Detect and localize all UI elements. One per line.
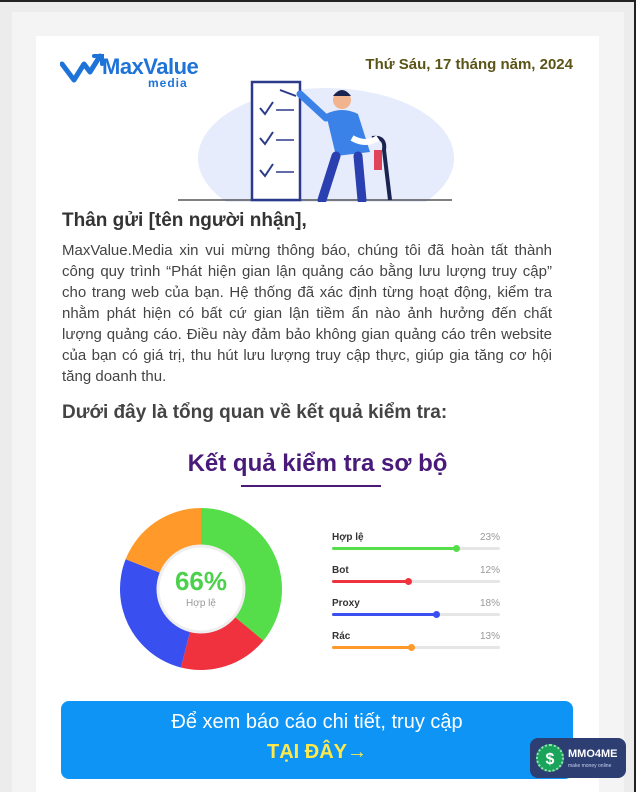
result-bar-label: Rác — [332, 631, 351, 642]
intro-paragraph: MaxValue.Media xin vui mừng thông báo, chúng tôi đã hoàn tất thành công quy trình “Phát hiện gian lận quảng cáo bằng lưu lượng truy cập” cho trang web của bạn. Hệ thống đã xác định từng hoạt động, kiểm tra nhằm phát hiện có bất cứ gian lận tiềm ẩn nào ảnh hưởng đến chất lượng quảng cáo. Điều này đảm bảo không gian quảng cáo trên website của bạn có giá trị, thu hút lưu lượng truy cập thực, giúp gia tăng cơ hội tăng doanh thu. — [62, 242, 552, 385]
overview-heading: Dưới đây là tổng quan về kết quả kiểm tra: — [62, 402, 448, 423]
result-bar-label: Hợp lệ — [332, 532, 364, 543]
result-bar-fill — [332, 613, 436, 616]
results-bar-list — [332, 530, 500, 662]
result-bar-fill — [332, 580, 408, 583]
donut-value: 66% — [174, 566, 228, 596]
result-bar-percent: 18% — [479, 598, 500, 609]
result-bar-knob — [453, 545, 460, 552]
result-bar-row — [332, 530, 500, 563]
cta-text: Để xem báo cáo chi tiết, truy cập — [171, 711, 463, 733]
result-bar-label: Bot — [332, 565, 349, 576]
result-bar-fill — [332, 547, 456, 550]
badge-subtext: make money online — [568, 763, 612, 769]
results-title-underline — [241, 485, 381, 487]
result-bar-row — [332, 629, 500, 662]
result-bar-track — [332, 613, 500, 616]
result-bar-knob — [433, 611, 440, 618]
greeting: Thân gửi [tên người nhận], — [62, 210, 307, 231]
cta-link[interactable]: TẠI ĐÂY→ — [267, 741, 367, 763]
email-date: Thứ Sáu, 17 tháng năm, 2024 — [365, 56, 573, 73]
result-bar-percent: 13% — [479, 631, 500, 642]
mmo4me-badge[interactable] — [530, 738, 626, 778]
result-bar-row — [332, 596, 500, 629]
email-card — [36, 36, 599, 792]
result-bar-track — [332, 547, 500, 550]
results-title: Kết quả kiểm tra sơ bộ — [187, 450, 448, 477]
dollar-coin-icon: $ — [536, 744, 564, 772]
logo-text: MaxValue — [102, 54, 199, 79]
checklist-illustration — [176, 78, 466, 202]
badge-text: MMO4ME — [568, 748, 618, 760]
donut-label: Hợp lệ — [186, 598, 216, 609]
report-cta-button[interactable] — [61, 701, 573, 779]
result-bar-knob — [408, 644, 415, 651]
result-bar-label: Proxy — [332, 598, 360, 609]
logo-chevron-icon — [60, 52, 104, 86]
result-bar-row — [332, 563, 500, 596]
result-bar-track — [332, 646, 500, 649]
result-bar-percent: 23% — [479, 532, 500, 543]
logo-subtext: media — [148, 76, 188, 90]
result-bar-percent: 12% — [479, 565, 500, 576]
result-bar-knob — [405, 578, 412, 585]
result-bar-track — [332, 580, 500, 583]
result-bar-fill — [332, 646, 411, 649]
